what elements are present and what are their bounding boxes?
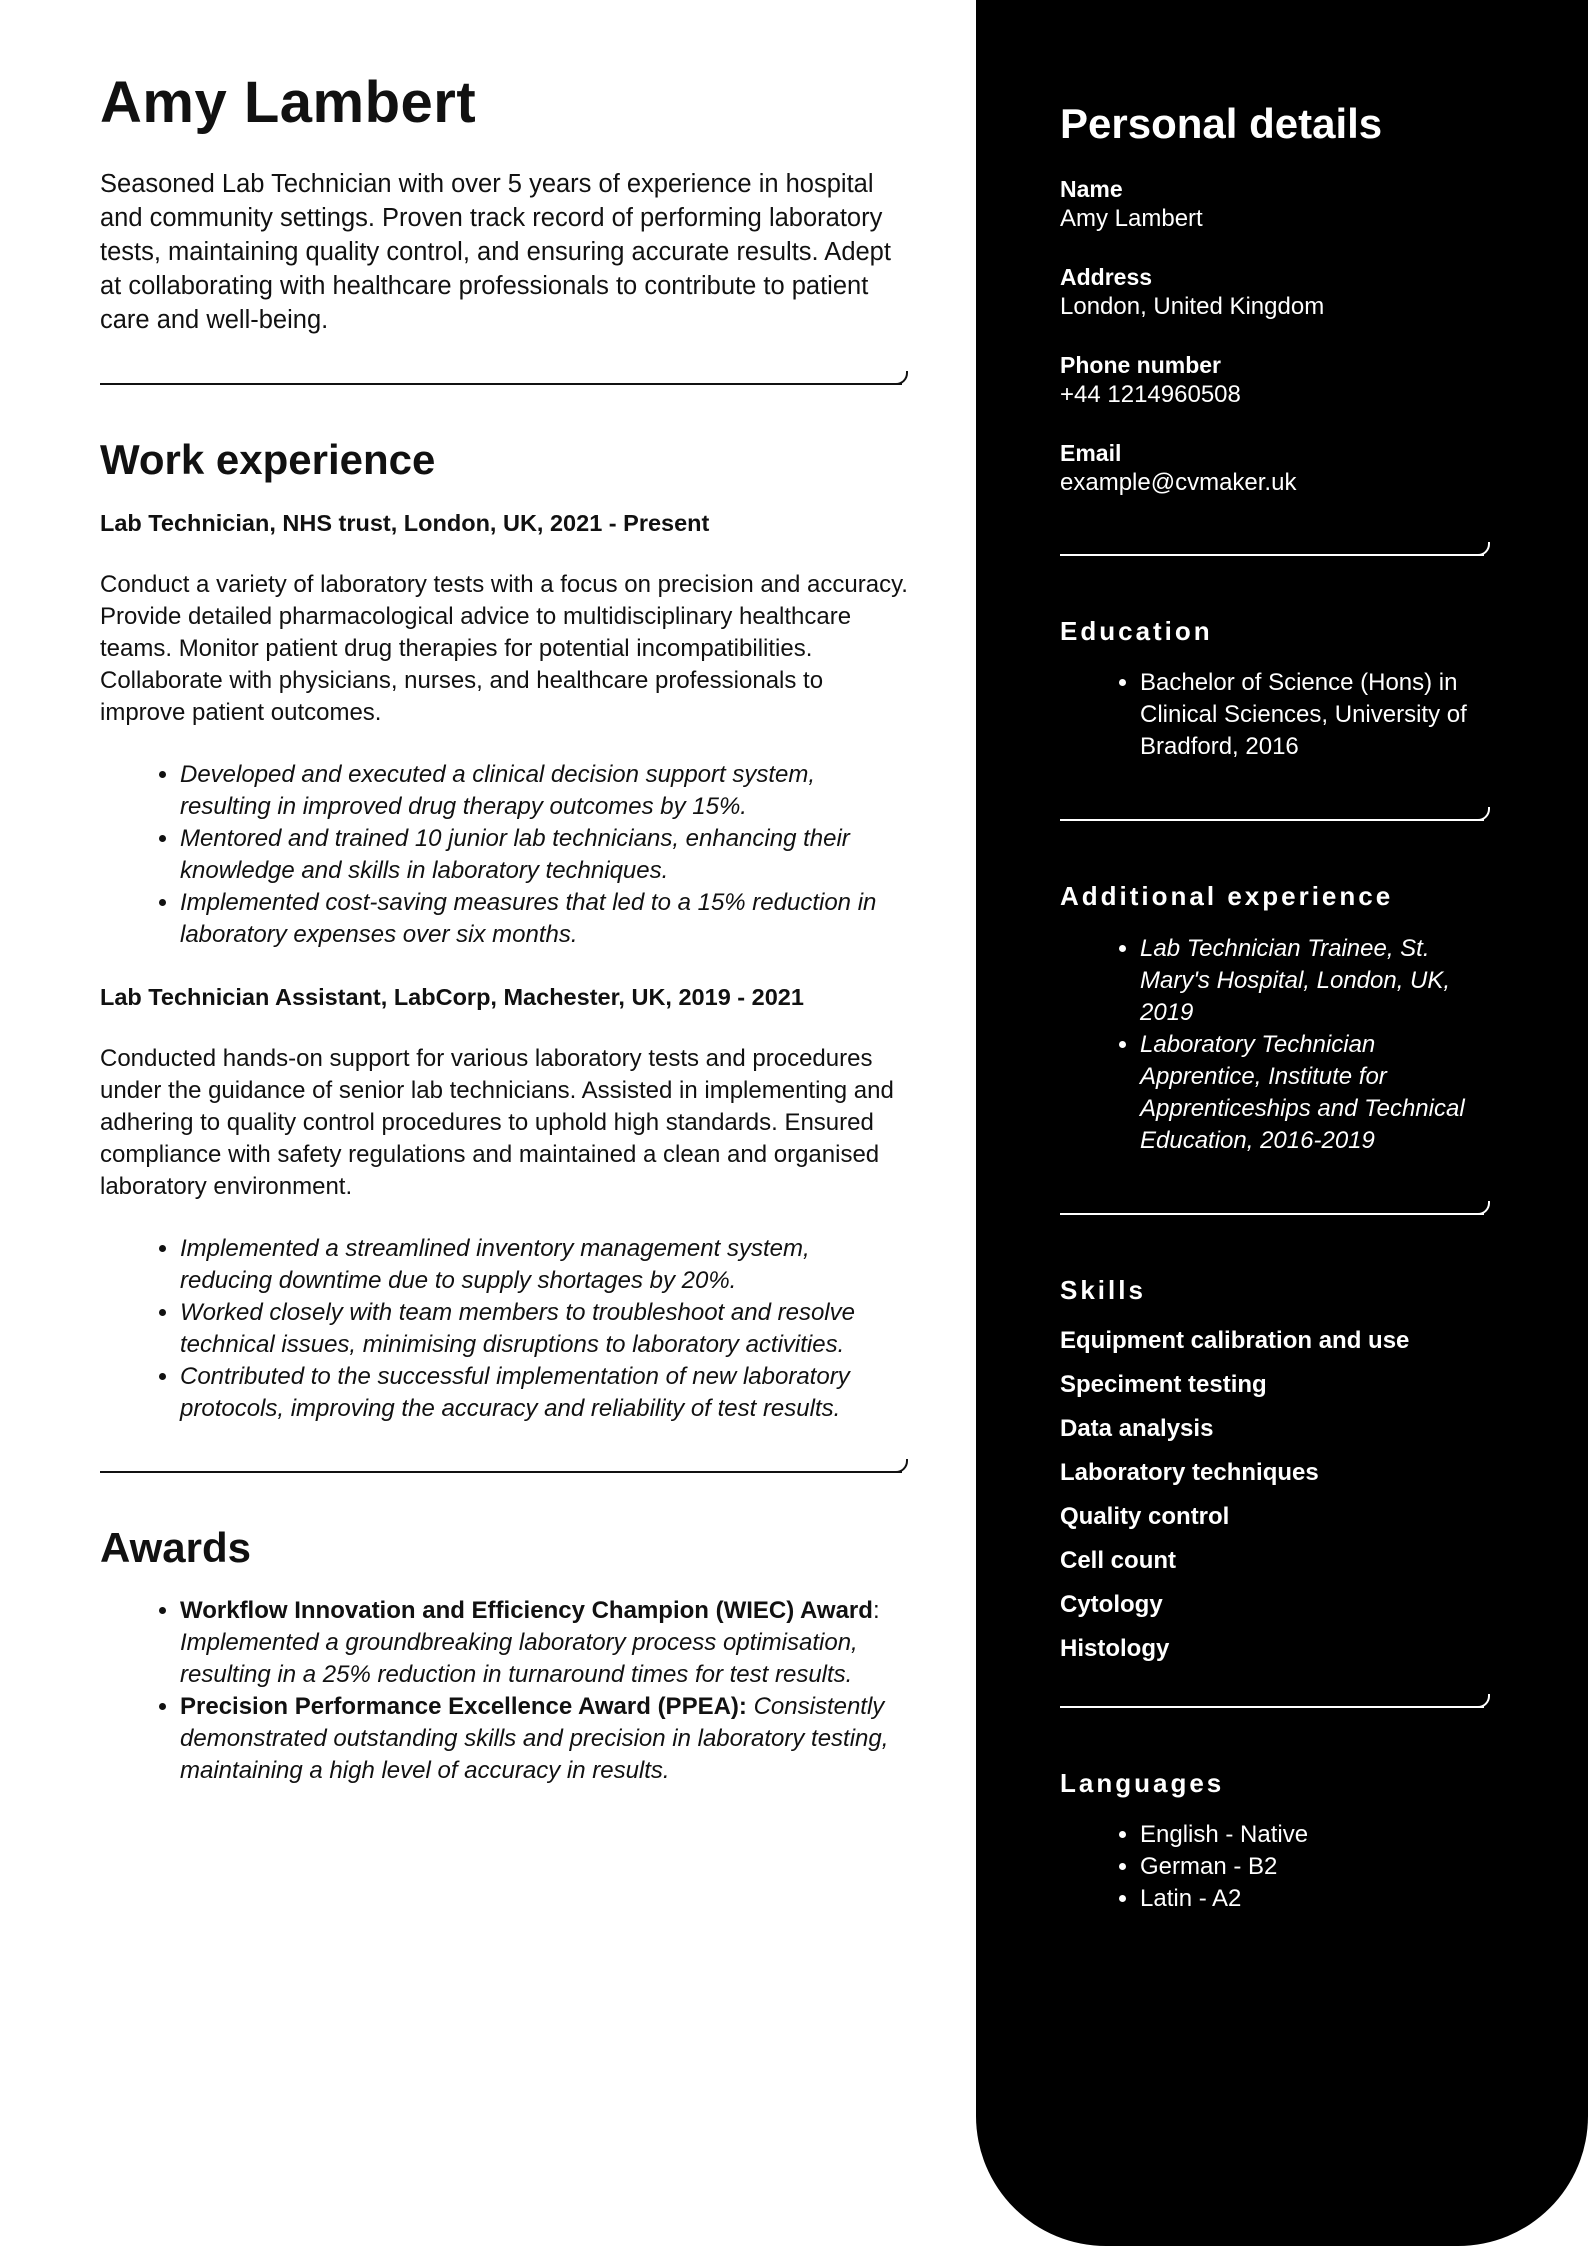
phone-label: Phone number (1060, 352, 1222, 379)
skill-item: Data analysis (1060, 1414, 1214, 1442)
skill-item: Speciment testing (1060, 1370, 1267, 1398)
skill-item: Cytology (1060, 1590, 1163, 1618)
awards-list (100, 1595, 908, 1787)
languages-list (1060, 1819, 1490, 1915)
achievement-item: • Mentored and trained 10 junior lab technicians, enhancing their knowledge and skills in laboratory techniques. (180, 823, 908, 887)
achievement-item: • Developed and executed a clinical decision support system, resulting in improved drug therapy outcomes by 15%. (180, 759, 908, 823)
sidebar-divider (1060, 803, 1490, 821)
education-heading: Education (1060, 616, 1213, 647)
skills-heading: Skills (1060, 1274, 1146, 1305)
education-list (1060, 667, 1490, 763)
job-entry (100, 507, 908, 951)
email-label: Email (1060, 440, 1122, 467)
job-description: Conducted hands-on support for various laboratory tests and procedures under the guidance of senior lab technicians. Assisted in implementing and adhering to quality control procedures to uphold high standards. Ensured compliance with safety regulations and maintained a clean and organised laboratory environment. (100, 1045, 894, 1201)
name-value: Amy Lambert (1060, 205, 1203, 233)
job-title: Lab Technician Assistant, LabCorp, Machester, UK, 2019 - 2021 (100, 984, 804, 1011)
award-item (180, 1595, 908, 1691)
skill-item: Quality control (1060, 1502, 1230, 1530)
education-item: • Bachelor of Science (Hons) in Clinical Sciences, University of Bradford, 2016 (1140, 667, 1490, 763)
award-detail: Consistently demonstrated outstanding skills and precision in laboratory testing, maintaining a high level of accuracy in results. (180, 1693, 889, 1785)
language-item: • Latin - A2 (1140, 1883, 1490, 1915)
award-name: Precision Performance Excellence Award (PPEA): (180, 1693, 747, 1721)
award-name: Workflow Innovation and Efficiency Champion (WIEC) Award (180, 1597, 873, 1625)
sidebar-divider (1060, 538, 1490, 556)
achievement-item: • Worked closely with team members to troubleshoot and resolve technical issues, minimising disruptions to laboratory activities. (180, 1297, 908, 1361)
language-item: • German - B2 (1140, 1851, 1490, 1883)
candidate-name: Amy Lambert (100, 70, 477, 135)
achievement-item: • Implemented cost-saving measures that led to a 15% reduction in laboratory expenses over six months. (180, 887, 908, 951)
skill-item: Equipment calibration and use (1060, 1326, 1410, 1354)
main-column (100, 70, 908, 1787)
skill-item: Laboratory techniques (1060, 1458, 1319, 1486)
achievement-item: • Contributed to the successful implementation of new laboratory protocols, improving the accuracy and reliability of test results. (180, 1361, 908, 1425)
job-description: Conduct a variety of laboratory tests with a focus on precision and accuracy. Provide detailed pharmacological advice to multidisciplinary healthcare teams. Monitor patient drug therapies for potential incompatibilities. Collaborate with physicians, nurses, and healthcare professionals to improve patient outcomes. (100, 571, 908, 727)
award-item (180, 1691, 908, 1787)
section-divider (100, 367, 908, 385)
personal-details-heading: Personal details (1060, 100, 1383, 147)
address-value: London, United Kingdom (1060, 293, 1325, 321)
skill-item: Cell count (1060, 1546, 1177, 1574)
achievement-list (100, 759, 908, 951)
award-separator: : (872, 1597, 880, 1625)
languages-heading: Languages (1060, 1767, 1225, 1798)
job-entry (100, 981, 908, 1425)
achievement-list (100, 1233, 908, 1425)
awards-heading: Awards (100, 1524, 251, 1572)
additional-experience-heading: Additional experience (1060, 881, 1394, 912)
address-label: Address (1060, 264, 1153, 291)
section-divider (100, 1455, 908, 1473)
work-experience-heading: Work experience (100, 435, 436, 483)
email-value: example@cvmaker.uk (1060, 469, 1297, 497)
sidebar (1060, 100, 1490, 1915)
award-detail: Implemented a groundbreaking laboratory process optimisation, resulting in a 25% reduction in turnaround times for test results. (180, 1629, 858, 1689)
job-title: Lab Technician, NHS trust, London, UK, 2021 - Present (100, 510, 710, 537)
skill-item: Histology (1060, 1634, 1170, 1662)
language-item: • English - Native (1140, 1819, 1490, 1851)
additional-experience-item: • Lab Technician Trainee, St. Mary's Hospital, London, UK, 2019 (1140, 933, 1490, 1029)
additional-experience-item: • Laboratory Technician Apprentice, Institute for Apprenticeships and Technical Education, 2016-2019 (1140, 1029, 1490, 1157)
phone-value: +44 1214960508 (1060, 381, 1241, 409)
name-label: Name (1060, 176, 1123, 203)
achievement-item: • Implemented a streamlined inventory management system, reducing downtime due to supply shortages by 20%. (180, 1233, 908, 1297)
profile-summary: Seasoned Lab Technician with over 5 years of experience in hospital and community settings. Proven track record of performing laboratory tests, maintaining quality control, and ensuring accurate results. Adept at collaborating with healthcare professionals to contribute to patient care and well-being. (100, 169, 891, 334)
sidebar-divider (1060, 1690, 1490, 1708)
sidebar-divider (1060, 1197, 1490, 1215)
additional-experience-list (1060, 933, 1490, 1157)
